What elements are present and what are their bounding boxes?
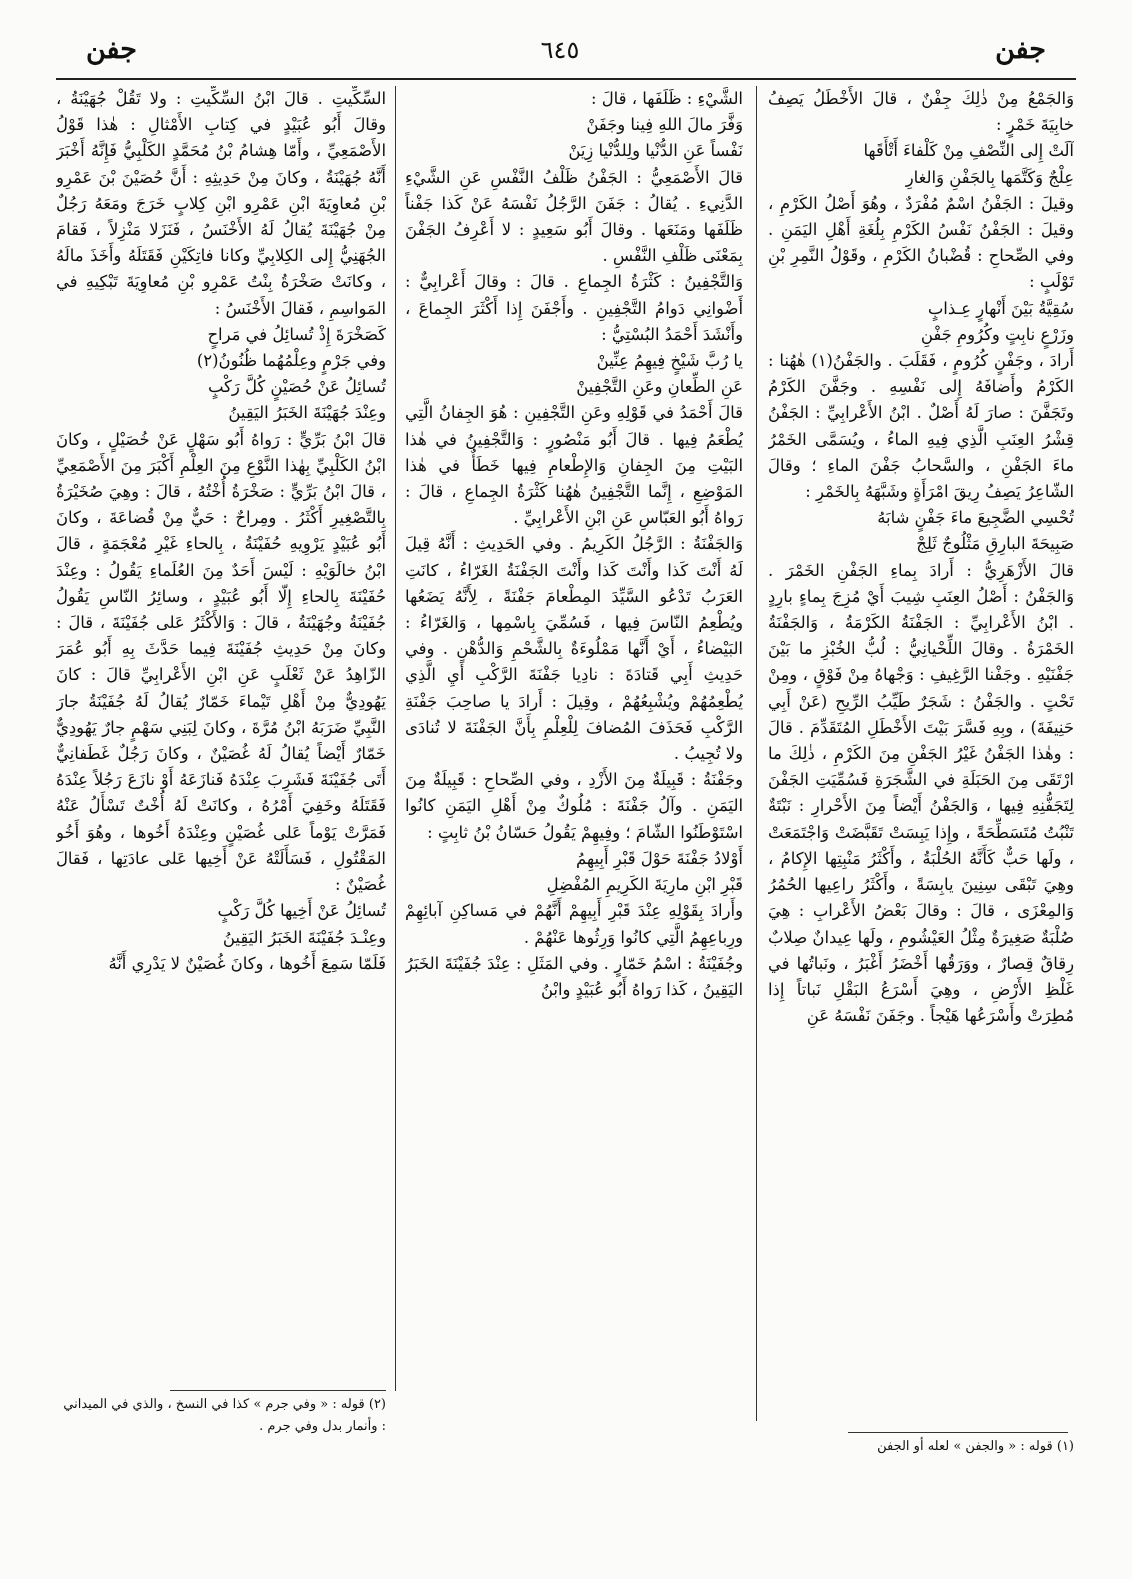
running-headword-right: جفن <box>995 34 1046 65</box>
column-text: السِّكِّيتِ . قالَ ابْنُ السِّكِّيتِ : ولا تَقُلْ جُهَيْنَةُ ، وقالَ أَبُو عُبَيْدٍ في كِتابِ الأَمْثالِ : هٰذا قَوْلُ الأَصْمَعِيِّ ، وأَمّا هِشامُ بْنُ مُحَمَّدٍ الكَلْبِيُّ فَإِنَّهُ أَخْبَرَ أَنَّهُ جُهَيْنَةُ ، وكانَ مِنْ حَدِيثِهِ : أَنَّ حُصَيْنَ بْنَ عَمْرِو بْنِ مُعاوِيَةَ ابْنِ عَمْرِو ابْنِ كِلابٍ خَرَجَ ومَعَهُ رَجُلٌ مِنْ جُهَيْنَةَ يُقالُ لَهُ الأَخْنَسُ ، فَنَزَلا مَنْزِلاً ، فَقامَ الجُهَنِيُّ إِلى الكِلابِيِّ وكانا فاتِكَيْنِ فَقَتَلَهُ وأَخَذَ مالَهُ ، وكانَتْ صَخْرَةُ بِنْتُ عَمْرِو بْنِ مُعاوِيَةَ تَبْكِيهِ في المَواسِمِ ، فَقالَ الأَخْنَسُ : كَصَخْرَةَ إِذْ تُسائِلُ في مَراحٍ وفي جَرْمٍ وعِلْمُهُما ظُنُونُ(٢) تُسائِلُ عَنْ حُصَيْنٍ كُلَّ رَكْبٍ وعِنْدَ جُهَيْنَةَ الخَبَرُ اليَقِينُ قالَ ابْنُ بَرِّيٍّ : رَواهُ أَبُو سَهْلٍ عَنْ خُصَيْلٍ ، وكانَ ابْنُ الكَلْبِيِّ بِهٰذا النَّوْعِ مِنَ العِلْمِ أَكْبَرَ مِنَ الأَصْمَعِيِّ ، قالَ ابْنُ بَرِّيٍّ : صَخْرَةُ أُخْتُهُ ، قالَ : وهِيَ صُخَيْرَةُ بِالتَّصْغِيرِ أَكْثَرُ . ومِراحٌ : حَيٌّ مِنْ قُضاعَةَ ، وكانَ أَبُو عُبَيْدٍ يَرْوِيهِ حُفَيْنَةُ ، بِالحاءِ غَيْرِ مُعْجَمَةٍ ، قالَ ابْنُ خالَوَيْهِ : لَيْسَ أَحَدٌ مِنَ العُلَماءِ يَقُولُ : وعِنْدَ حُفَيْنَةَ بِالحاءِ إِلّا أَبُو عُبَيْدٍ ، وسائِرُ النّاسِ يَقُولُ جُفَيْنَةُ وجُهَيْنَةُ ، قالَ : وَالأَكْثَرُ عَلى جُفَيْنَةَ ، قالَ : وكانَ مِنْ حَدِيثِ جُفَيْنَةَ فِيما حَدَّثَ بِهِ أَبُو عُمَرَ الزّاهِدُ عَنْ ثَعْلَبٍ عَنِ ابْنِ الأَعْرابِيِّ قالَ : كانَ يَهُودِيٌّ مِنْ أَهْلِ تَيْماءَ خَمّارٌ يُقالُ لَهُ جُفَيْنَةُ جارَ النَّبِيِّ ضَرَبَهُ ابْنُ مُرَّةَ ، وكانَ لِبَنِي سَهْمٍ جارٌ يَهُودِيٌّ خَمّارٌ أَيْضاً يُقالُ لَهُ غُصَيْنٌ ، وكانَ رَجُلٌ غَطَفانِيٌّ أَتَى جُفَيْنَةَ فَشَرِبَ عِنْدَهُ فَنازَعَهُ أَوْ نازَعَ رَجُلاً عِنْدَهُ فَقَتَلَهُ وخَفِيَ أَمْرُهُ ، وكانَتْ لَهُ أُخْتٌ تَسْأَلُ عَنْهُ فَمَرَّتْ يَوْماً عَلى غُصَيْنٍ وعِنْدَهُ أَخُوها ، وهُوَ أَخُو المَقْتُولِ ، فَسَأَلَتْهُ عَنْ أَخِيها عَلى عادَتِها ، فَقالَ غُصَيْنٌ : تُسائِلُ عَنْ أَخِيها كُلَّ رَكْبٍ وعِنْـدَ جُفَيْنَةَ الخَبَرُ اليَقِينُ فَلَمّا سَمِعَ أَخُوها ، وكانَ غُصَيْنٌ لا يَدْرِي أَنَّهُ <box>56 89 386 973</box>
page-header <box>0 34 1132 74</box>
footnote-rule <box>848 1432 1068 1433</box>
text-column-left <box>56 86 386 1436</box>
running-headword-left: جفن <box>86 34 137 65</box>
column-divider <box>395 86 396 1391</box>
text-column-right <box>768 86 1074 1436</box>
column-divider <box>756 86 757 1421</box>
footnote-2: (٢) قوله : « وفي جرم » كذا في النسخ ، والذي في الميداني : وأنمار بدل وفي جرم . <box>63 1397 386 1434</box>
header-rule <box>56 78 1076 80</box>
text-column-middle <box>405 86 743 1436</box>
column-text: الشَّيْءِ : ظَلَفَها ، قالَ : وَفَّرَ مالَ اللهِ فِينا وجَفَنْ نَفْساً عَنِ الدُّنْيا ولِلدُّنْيا زِيَنْ قالَ الأَصْمَعِيُّ : الجَفْنُ ظَلْفُ النَّفْسِ عَنِ الشَّيْءِ الدَّنِيءِ . يُقالُ : جَفَنَ الرَّجُلُ نَفْسَهُ عَنْ كَذا جَفْناً ظَلَفَها ومَنَعَها . وقالَ أَبُو سَعِيدٍ : لا أَعْرِفُ الجَفْنَ بِمَعْنَى ظَلْفِ النَّفْسِ . وَالتَّجْفِينُ : كَثْرَةُ الجِماعِ . قالَ : وقالَ أَعْرابِيٌّ : أَضْوانِي دَوامُ التَّجْفِينِ . وأَجْفَنَ إِذا أَكْثَرَ الجِماعَ ، وأَنْشَدَ أَحْمَدُ البُسْتِيُّ : يا رُبَّ شَيْخٍ فِيهِمُ عِنِّينْ عَنِ الطِّعانِ وعَنِ التَّجْفِينْ قالَ أَحْمَدُ في قَوْلِهِ وعَنِ التَّجْفِينِ : هُوَ الجِفانُ الَّتِي يُطْعَمُ فِيها . قالَ أَبُو مَنْصُورٍ : وَالتَّجْفِينُ في هٰذا البَيْتِ مِنَ الجِفانِ وَالإِطْعامِ فِيها خَطَأٌ في هٰذا المَوْضِعِ ، إِنَّما التَّجْفِينُ هٰهُنا كَثْرَةُ الجِماعِ ، قالَ : رَواهُ أَبُو العَبّاسِ عَنِ ابْنِ الأَعْرابِيِّ . وَالجَفْنَةُ : الرَّجُلُ الكَرِيمُ . وفي الحَدِيثِ : أَنَّهُ قِيلَ لَهُ أَنْتَ كَذا وأَنْتَ كَذا وأَنْتَ الجَفْنَةُ الغَرّاءُ ، كانَتِ العَرَبُ تَدْعُو السَّيِّدَ المِطْعامَ جَفْنَةً ، لِأَنَّهُ يَضَعُها ويُطْعِمُ النّاسَ فِيها ، فَسُمِّيَ بِاسْمِها ، وَالغَرّاءُ : البَيْضاءُ ، أَيْ أَنَّها مَمْلُوءَةٌ بِالشَّحْمِ وَالدُّهْنِ . وفي حَدِيثِ أَبِي قَتادَةَ : نادِيا جَفْنَةَ الرَّكْبِ أَيِ الَّذِي يُطْعِمُهُمْ ويُشْبِعُهُمْ ، وقِيلَ : أَرادَ يا صاحِبَ جَفْنَةِ الرَّكْبِ فَحَذَفَ المُضافَ لِلْعِلْمِ بِأَنَّ الجَفْنَةَ لا تُنادَى ولا تُجِيبُ . وجَفْنَةُ : قَبِيلَةٌ مِنَ الأَزْدِ ، وفي الصِّحاحِ : قَبِيلَةٌ مِنَ اليَمَنِ . وآلُ جَفْنَةَ : مُلُوكٌ مِنْ أَهْلِ اليَمَنِ كانُوا اسْتَوْطَنُوا الشّامَ ؛ وفِيهِمْ يَقُولُ حَسّانُ بْنُ ثابِتٍ : أَوْلادُ جَفْنَةَ حَوْلَ قَبْرِ أَبِيهِمُ قَبْرِ ابْنِ مارِيَةَ الكَرِيمِ المُفْضِلِ وأَرادَ بِقَوْلِهِ عِنْدَ قَبْرِ أَبِيهِمْ أَنَّهُمْ في مَساكِنِ آبائِهِمْ ورِباعِهِمُ الَّتِي كانُوا وَرِثُوها عَنْهُمْ . وجُفَيْنَةُ : اسْمُ خَمّارٍ . وفي المَثَلِ : عِنْدَ جُفَيْنَةَ الخَبَرُ اليَقِينُ ، كَذا رَواهُ أَبُو عُبَيْدٍ وابْنُ <box>405 89 743 999</box>
footnote-rule <box>170 1390 386 1391</box>
column-text: وَالجَمْعُ مِنْ ذٰلِكَ جِفْنٌ ، قالَ الأَخْطَلُ يَصِفُ خابِيَةَ خَمْرٍ : آلَتْ إِلى النِّصْفِ مِنْ كَلْفاءَ أَتْأَقَها عِلْجٌ وَكَتَّمَها بِالجَفْنِ وَالغارِ وقيلَ : الجَفْنُ اسْمٌ مُفْرَدٌ ، وهُوَ أَصْلُ الكَرْمِ ، وقيلَ : الجَفْنُ نَفْسُ الكَرْمِ بِلُغَةِ أَهْلِ اليَمَنِ . وفي الصِّحاحِ : قُضْبانُ الكَرْمِ ، وقَوْلُ النَّمِرِ بْنِ تَوْلَبٍ : سُقِيَّةُ بَيْنَ أَنْهارٍ عِـذابٍ وزَرْعٍ نابِتٍ وكُرُومِ جَفْنِ أَرادَ ، وجَفْنٍ كُرُومٍ ، فَقَلَبَ . والجَفْنُ(١) هٰهُنا : الكَرْمُ وأَضافَهُ إِلى نَفْسِهِ . وجَفَّنَ الكَرْمُ وتَجَفَّنَ : صارَ لَهُ أَصْلٌ . ابْنُ الأَعْرابِيِّ : الجَفْنُ قِشْرُ العِنَبِ الَّذِي فِيهِ الماءُ ، ويُسَمَّى الخَمْرُ ماءَ الجَفْنِ ، والسَّحابُ جَفْنَ الماءِ ؛ وقالَ الشّاعِرُ يَصِفُ رِيقَ امْرَأَةٍ وشَبَّهَهُ بِالخَمْرِ : تُحْسِي الضَّجِيعَ ماءَ جَفْنٍ شابَهُ صَبِيحَةَ البارِقِ مَثْلُوجٌ ثَلِجْ قالَ الأَزْهَرِيُّ : أَرادَ بِماءِ الجَفْنِ الخَمْرَ . وَالجَفْنُ : أَصْلُ العِنَبِ شِيبَ أَيْ مُزِجَ بِماءٍ بارِدٍ . ابْنُ الأَعْرابِيِّ : الجَفْنَةُ الكَرْمَةُ ، وَالجَفْنَةُ الخَمْرَةُ . وقالَ اللِّحْيانِيُّ : لُبُّ الخُبْزِ ما بَيْنَ جَفْنَيْهِ . وجَفْنا الرَّغِيفِ : وَجْهاهُ مِنْ فَوْقٍ ، ومِنْ تَحْتٍ . والجَفْنُ : شَجَرٌ طَيِّبُ الرِّيحِ (عَنْ أَبِي حَنِيفَةَ) ، وبِهِ فَسَّرَ بَيْتَ الأَخْطَلِ المُتَقَدِّمَ . قالَ : وهٰذا الجَفْنُ غَيْرُ الجَفْنِ مِنَ الكَرْمِ ، ذٰلِكَ ما ارْتَقَى مِنَ الحَبَلَةِ في الشَّجَرَةِ فَسُمِّيَتِ الجَفْنَ لِتَجَفُّنِهِ فِيها ، وَالجَفْنُ أَيْضاً مِنَ الأَحْرارِ : نَبْتَةٌ تَنْبُتُ مُتَسَطِّحَةً ، وإِذا يَبِسَتْ تَقَبَّضَتْ وَاجْتَمَعَتْ ، ولَها حَبٌّ كَأَنَّهُ الحُلْبَةُ ، وأَكْثَرُ مَنْبِتِها الإِكامُ ، وهِيَ تَبْقَى سِنِينَ يابِسَةً ، وأَكْثَرُ راعِيها الحُمُرُ وَالمِعْزَى ، قالَ : وقالَ بَعْضُ الأَعْرابِ : هِيَ صُلْبَةٌ صَغِيرَةٌ مِثْلُ العَيْشُومِ ، ولَها عِيدانٌ صِلابٌ رِقاقٌ قِصارٌ ، ووَرَقُها أَخْضَرُ أَغْبَرُ ، ونَباتُها في غَلْظِ الأَرْضِ ، وهِيَ أَسْرَعُ البَقْلِ نَباتاً إِذا مُطِرَتْ وأَسْرَعُها هَيْجاً . وجَفَنَ نَفْسَهُ عَنِ <box>768 89 1074 1026</box>
page-number: ٦٤٥ <box>540 36 580 64</box>
footnote-1: (١) قوله : « والجفن » لعله أو الجفن <box>877 1439 1074 1454</box>
